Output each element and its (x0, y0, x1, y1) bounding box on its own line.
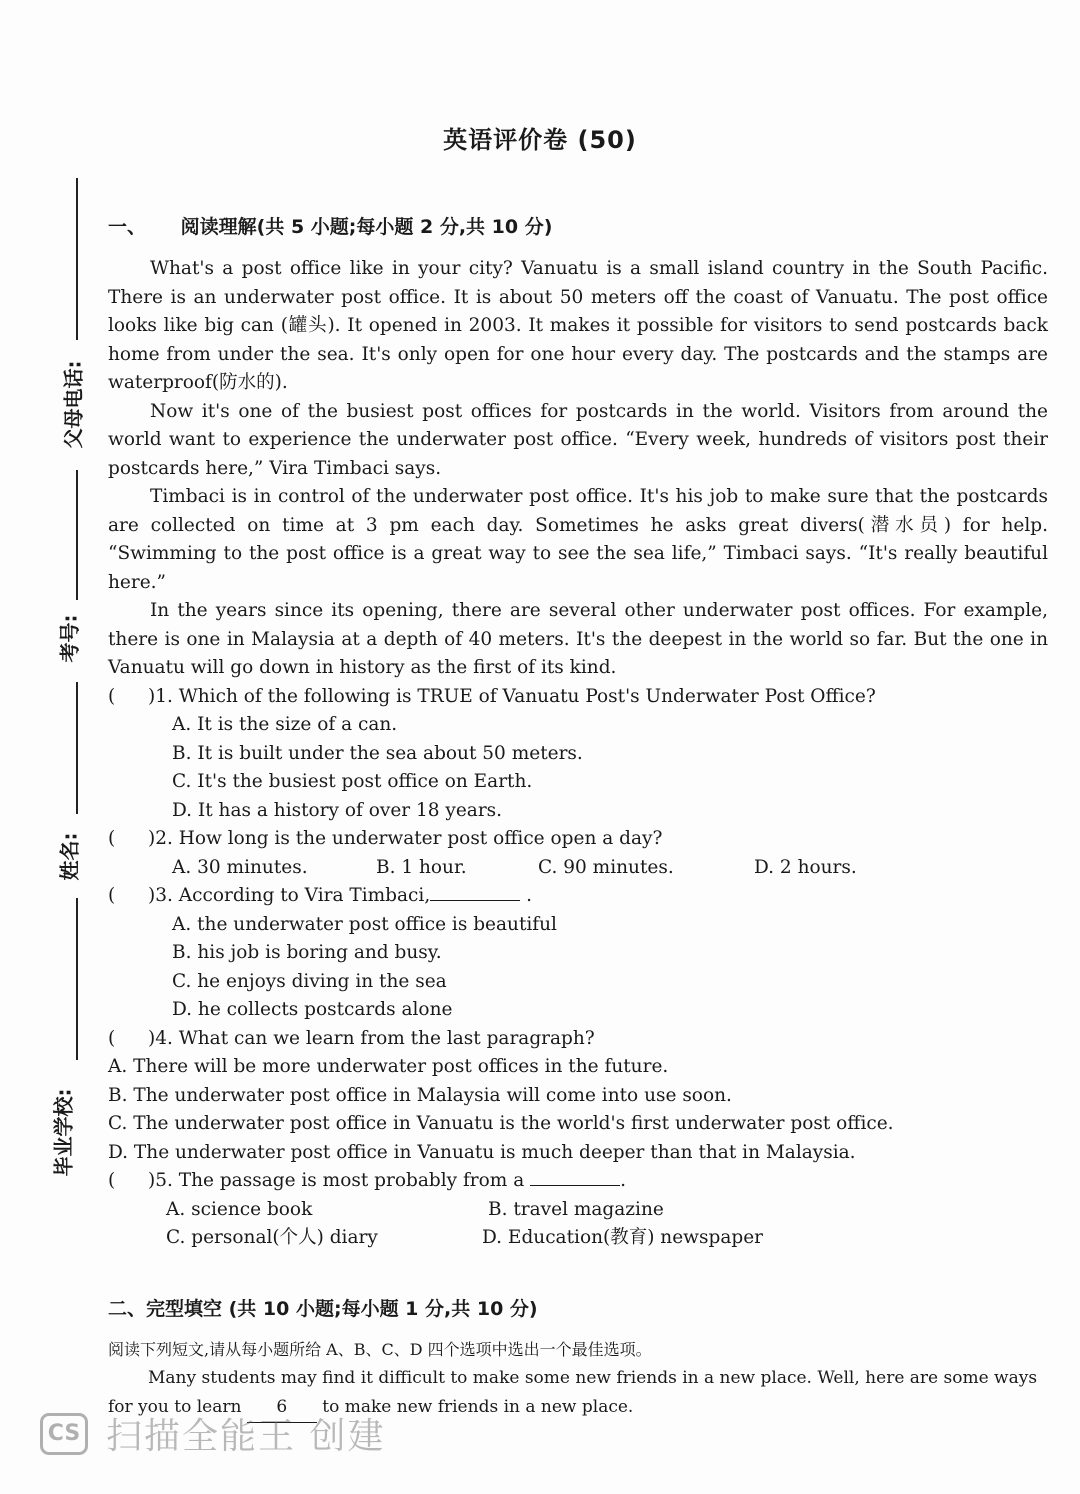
side-label-school: 毕业学校: (51, 1088, 76, 1177)
option-row (172, 854, 1048, 883)
section2-title: 二、完型填空 (共 10 小题;每小题 1 分,共 10 分) (108, 1298, 538, 1320)
section2-heading (108, 1294, 538, 1321)
section1-heading (108, 212, 552, 239)
cloze-instruction: 阅读下列短文,请从每小题所给 A、B、C、D 四个选项中选出一个最佳选项。 (108, 1340, 652, 1359)
cloze-line: Many students may find it difficult to make some new friends in a new place. Well, here are some ways (148, 1368, 1038, 1388)
watermark-text: 扫描全能王 创建 (106, 1416, 386, 1457)
binding-line (76, 682, 78, 814)
punctuation: . (526, 885, 532, 906)
option: D. Education(教育) newspaper (482, 1227, 764, 1248)
option: C. The underwater post office in Vanuatu is the world's first underwater post office. (108, 1113, 894, 1134)
passage-paragraph: Now it's one of the busiest post offices for postcards in the world. Visitors from around the world want to experience the underwater post office. “Every week, hundreds of visitors post their postcards here,” Vira Timbaci says. (108, 400, 1048, 479)
option: C. It's the busiest post office on Earth. (172, 771, 533, 792)
question-stem: )3. According to Vira Timbaci, (148, 885, 431, 906)
answer-paren[interactable]: ( (108, 1170, 116, 1191)
question-1 (108, 683, 1048, 712)
side-label-name: 姓名: (57, 832, 82, 881)
cloze-text: to make new friends in a new place. (322, 1397, 634, 1417)
camscanner-watermark (40, 1408, 385, 1459)
question-stem: )1. Which of the following is TRUE of Vanuatu Post's Underwater Post Office? (148, 685, 876, 707)
passage-paragraph: What's a post office like in your city? Vanuatu is a small island country in the South Pacific. There is an underwater post office. It is about 50 meters off the coast of Vanuatu. The post office looks like big can (罐头). It opened in 2003. It makes it possible for visitors to send postcards back home from under the sea. It's only open for one hour every day. The postcards and the stamps are waterproof(防水的). (108, 258, 1048, 393)
passage-paragraph: In the years since its opening, there are several other underwater post offices. For example, there is one in Malaysia at a depth of 40 meters. It's the deepest in the world so far. But the one in Vanuatu will go down in history as the first of its kind. (108, 600, 1048, 678)
binding-line (76, 470, 78, 600)
answer-paren[interactable]: ( (108, 685, 116, 707)
page-title: 英语评价卷 (50) (443, 126, 637, 154)
reading-passage (108, 255, 1048, 1253)
question-stem: )4. What can we learn from the last paragraph? (148, 1027, 595, 1049)
answer-paren[interactable]: ( (108, 828, 116, 849)
option: A. science book (166, 1198, 313, 1220)
side-label-exam-number: 考号: (57, 614, 82, 663)
section1-title: 阅读理解(共 5 小题;每小题 2 分,共 10 分) (180, 216, 553, 238)
option: A. the underwater post office is beautiful (172, 913, 557, 935)
question-3 (108, 882, 1048, 911)
option: C. he enjoys diving in the sea (172, 970, 447, 992)
question-4 (108, 1025, 1048, 1054)
binding-line (76, 178, 78, 340)
option: D. The underwater post office in Vanuatu is much deeper than that in Malaysia. (108, 1141, 856, 1163)
side-label-parent-phone: 父母电话: (61, 360, 86, 449)
question-2 (108, 825, 1048, 854)
cloze-text: for you to learn (108, 1397, 242, 1417)
option-row (166, 1224, 1048, 1253)
camscanner-logo-icon: CS (40, 1413, 88, 1455)
option: B. The underwater post office in Malaysia will come into use soon. (108, 1084, 732, 1106)
option: B. It is built under the sea about 50 meters. (172, 742, 583, 764)
option-row (166, 1196, 1048, 1225)
passage-paragraph: Timbaci is in control of the underwater post office. It's his job to make sure that the postcards are collected on time at 3 pm each day. Sometimes he asks great divers(潜水员) for help. “Swimming to the post office is a great way to see the sea life,” Timbaci says. “It's really beautiful here.” (108, 486, 1048, 593)
option: D. 2 hours. (754, 856, 857, 878)
option: D. It has a history of over 18 years. (172, 799, 503, 821)
option: B. travel magazine (488, 1198, 664, 1220)
option: A. 30 minutes. (172, 856, 308, 878)
option: B. his job is boring and busy. (172, 942, 442, 963)
question-stem: )2. How long is the underwater post office open a day? (148, 828, 663, 849)
option: A. There will be more underwater post offices in the future. (108, 1056, 669, 1077)
section1-number: 一、 (108, 216, 147, 238)
answer-blank[interactable] (530, 1167, 620, 1186)
option: D. he collects postcards alone (172, 999, 453, 1020)
answer-paren[interactable]: ( (108, 885, 116, 906)
question-5 (108, 1167, 1048, 1196)
cloze-blank-6[interactable]: 6 (247, 1393, 317, 1423)
punctuation: . (620, 1170, 627, 1191)
answer-paren[interactable]: ( (108, 1027, 116, 1049)
option: C. personal(个人) diary (166, 1227, 378, 1248)
answer-blank[interactable] (430, 882, 520, 901)
option: A. It is the size of a can. (172, 714, 398, 735)
binding-line (76, 898, 78, 1060)
question-stem: )5. The passage is most probably from a (148, 1170, 525, 1191)
option: B. 1 hour. (376, 856, 467, 878)
option: C. 90 minutes. (538, 856, 674, 878)
